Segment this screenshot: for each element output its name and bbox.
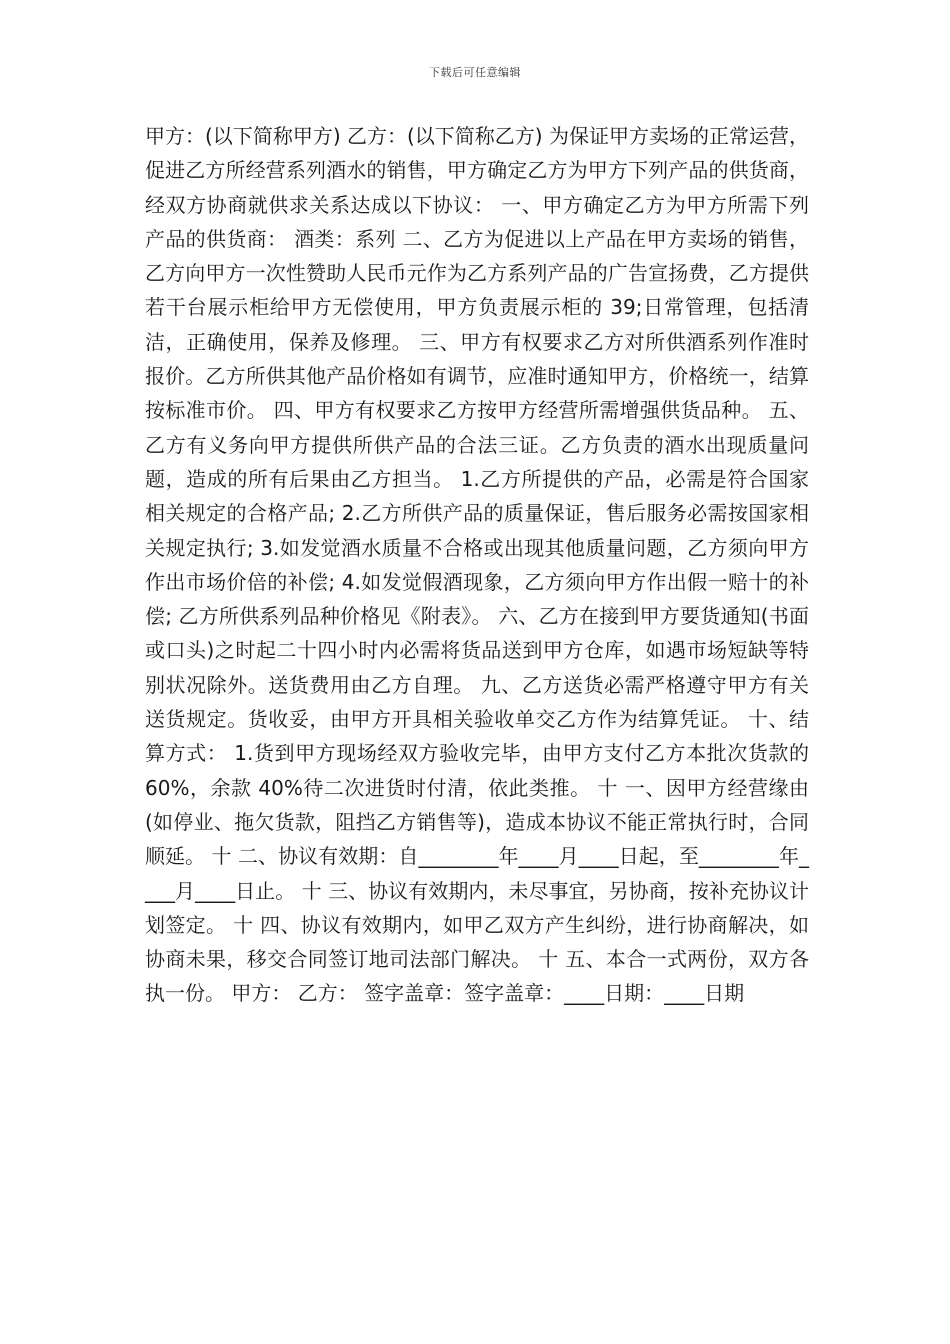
page-header: 下载后可任意编辑 — [429, 66, 521, 79]
contract-body-text: 甲方：(以下简称甲方) 乙方：(以下简称乙方) 为保证甲方卖场的正常运营，促进乙方所经营系列酒水的销售，甲方确定乙方为甲方下列产品的供货商，经双方协商就供求关系达成以下协议： 一、甲方确定乙方为甲方所需下列产品的供货商： 酒类：系列 二、乙方为促进以上产品在甲方卖场的销售，乙方向甲方一次性赞助人民币元作为乙方系列产品的广告宣扬费，乙方提供若干台展示柜给甲方无偿使用，甲方负责展示柜的 39;日常管理，包括清洁，正确使用，保养及修理。 三、甲方有权要求乙方对所供酒系列作准时报价。乙方所供其他产品价格如有调节，应准时通知甲方，价格统一，结算按标准市价。 四、甲方有权要求乙方按甲方经营所需增强供货品种。 五、乙方有义务向甲方提供所供产品的合法三证。乙方负责的酒水出现质量问题，造成的所有后果由乙方担当。 1.乙方所提供的产品，必需是符合国家相关规定的合格产品; 2.乙方所供产品的质量保证，售后服务必需按国家相关规定执行; 3.如发觉酒水质量不合格或出现其他质量问题，乙方须向甲方作出市场价倍的补偿; 4.如发觉假酒现象，乙方须向甲方作出假一赔十的补偿; 乙方所供系列品种价格见《附表》。 六、乙方在接到甲方要货通知(书面或口头)之时起二十四小时内必需将货品送到甲方仓库，如遇市场短缺等特别状况除外。送货费用由乙方自理。 九、乙方送货必需严格遵守甲方有关送货规定。货收妥，由甲方开具相关验收单交乙方作为结算凭证。 十、结算方式： 1.货到甲方现场经双方验收完毕，由甲方支付乙方本批次货款的 60%，余款 40%待二次进货时付清，依此类推。 十 一、因甲方经营缘由(如停业、拖欠货款，阻挡乙方销售等)，造成本协议不能正常执行时，合同顺延。 十 二、协议有效期：自________年____月____日起，至________年____月____日止。 十 三、协议有效期内，未尽事宜，另协商，按补充协议计划签定。 十 四、协议有效期内，如甲乙双方产生纠纷，进行协商解决，如协商未果，移交合同签订地司法部门解决。 十 五、本合一式两份，双方各执一份。 甲方： 乙方： 签字盖章：签字盖章：____日期：____日期 — [145, 124, 809, 1006]
